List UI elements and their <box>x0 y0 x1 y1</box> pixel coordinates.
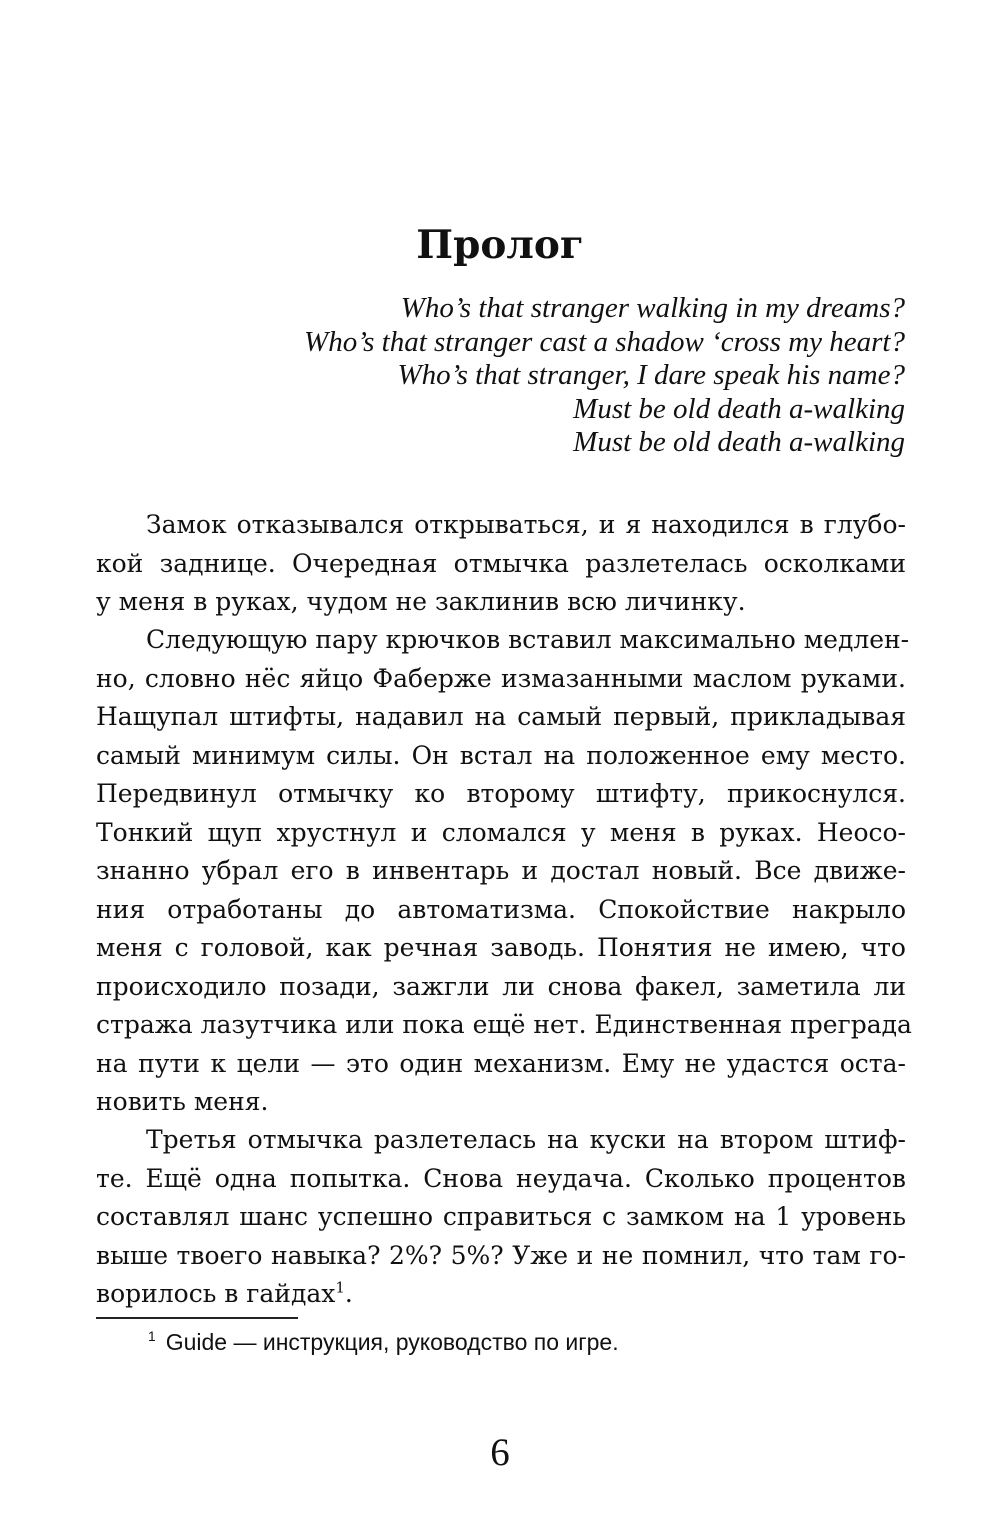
text-line: происходило позади, зажгли ли снова факел, заметила ли <box>96 971 906 1001</box>
epigraph-line: Who’s that stranger walking in my dreams? <box>400 292 905 324</box>
footnote <box>148 1327 619 1357</box>
paragraph-3 <box>96 1121 906 1314</box>
text-line: составлял шанс успешно справиться с замком на 1 уровень <box>96 1202 906 1231</box>
text-line: Передвинул отмычку ко второму штифту, прикоснулся. <box>96 779 906 808</box>
text-line: ворилось в гайдах$^1$. <box>96 1278 353 1308</box>
text-line: самый минимум силы. Он встал на положенное ему место. <box>96 740 906 770</box>
epigraph-line: Must be old death a-walking <box>573 426 905 458</box>
chapter-title: Пролог <box>416 222 584 268</box>
page-number: 6 <box>490 1431 510 1474</box>
text-line: Третья отмычка разлетелась на куски на втором штиф- <box>146 1125 906 1154</box>
text-line: кой заднице. Очередная отмычка разлетелась осколками <box>96 548 906 578</box>
text-line: ния отработаны до автоматизма. Спокойствие накрыло <box>96 894 906 924</box>
epigraph-line: Who’s that stranger cast a shadow ‘cross my heart? <box>304 325 905 358</box>
text-line: Нащупал штифты, надавил на самый первый, прикладывая <box>96 702 906 731</box>
epigraph-line: Must be old death a-walking <box>573 392 905 425</box>
text-line: выше твоего навыка? 2%? 5%? Уже и не помнил, что там го- <box>96 1240 906 1270</box>
paragraph-2 <box>96 621 912 1122</box>
text-line: на пути к цели — это один механизм. Ему не удастся оста- <box>96 1048 906 1078</box>
text-line: знанно убрал его в инвентарь и достал новый. Все движе- <box>96 856 906 885</box>
footnote-text: Guide — инструкция, руководство по игре. <box>165 1329 619 1355</box>
text-line: меня с головой, как речная заводь. Понятия не имею, что <box>96 933 906 962</box>
text-line: Тонкий щуп хрустнул и сломался у меня в руках. Неосо- <box>96 817 906 847</box>
footnote-divider <box>96 1317 298 1319</box>
text-line: те. Ещё одна попытка. Снова неудача. Сколько процентов <box>96 1163 906 1193</box>
text-line: Следующую пару крючков вставил максимально медлен- <box>146 625 910 654</box>
paragraph-1 <box>96 506 906 622</box>
text-line-content: ворилось в гайдах <box>96 1279 336 1308</box>
text-line: у меня в руках, чудом не заклинив всю личинку. <box>96 587 746 616</box>
text-line: Замок отказывался открываться, и я находился в глубо- <box>146 510 906 539</box>
text-line: стража лазутчика или пока ещё нет. Единственная преграда <box>96 1010 912 1039</box>
footnote-mark: 1 <box>148 1329 156 1345</box>
epigraph <box>250 292 905 460</box>
text-line: но, словно нёс яйцо Фаберже измазанными маслом руками. <box>96 663 906 693</box>
text-line: новить меня. <box>96 1087 269 1116</box>
epigraph-line: Who’s that stranger, I dare speak his name? <box>397 359 905 391</box>
footnote-reference[interactable]: 1 <box>335 1278 345 1297</box>
